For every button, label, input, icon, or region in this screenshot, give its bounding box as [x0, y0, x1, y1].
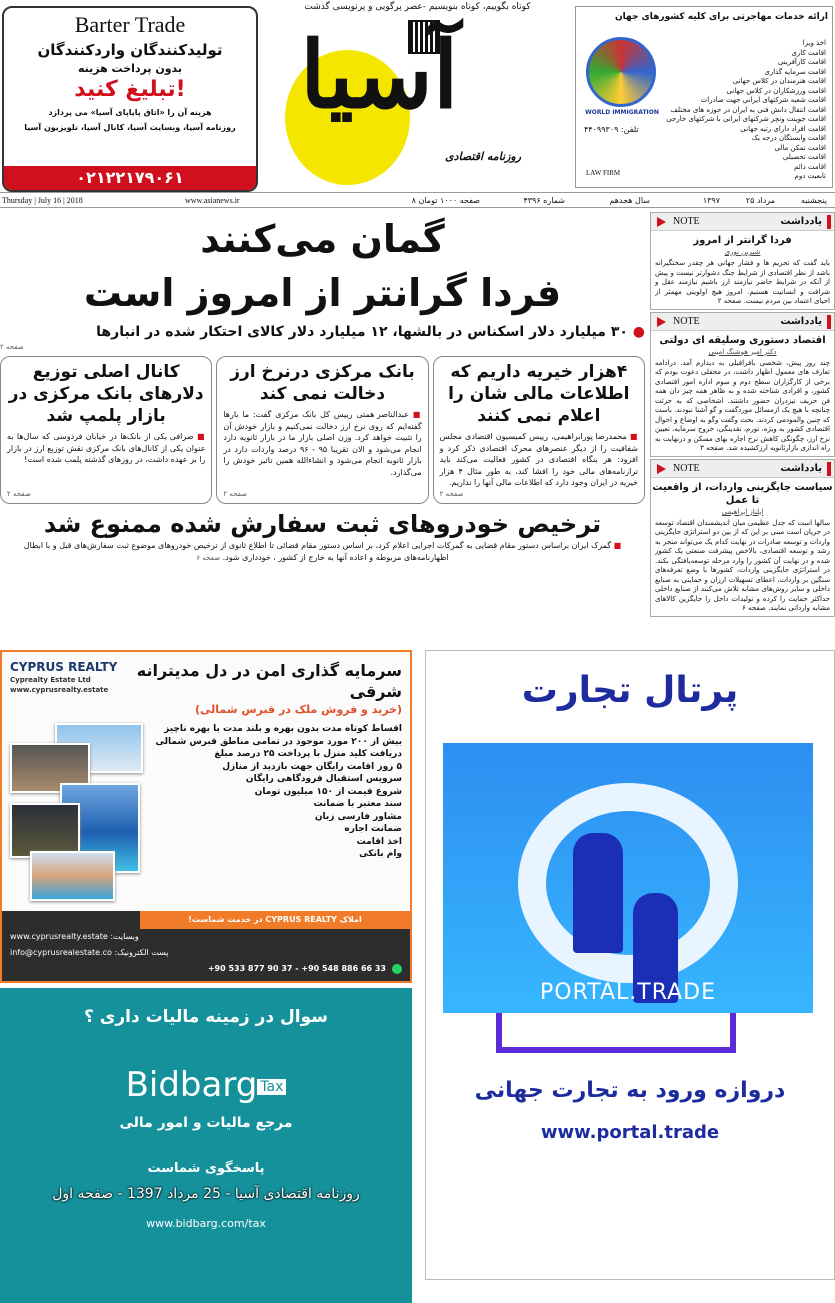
subheadline-text: ۳۰ میلیارد دلار اسکناس در بالشها، ۱۲ میلیارد دلار کالای احتکار شده در انبارها — [96, 324, 628, 340]
note-header — [651, 313, 834, 331]
list-item: مشاور فارسی زبان — [314, 811, 402, 822]
bullet-icon: ■ — [408, 410, 422, 419]
list-item: اقامت افراد دارای رتبه جهانی — [740, 124, 826, 133]
globe-logo-icon — [586, 37, 656, 107]
ad-website[interactable]: www.cyprusrealty.estate :وبسایت — [10, 932, 139, 941]
note-label-fa: یادداشت — [780, 315, 822, 327]
ad-title: سرمایه گذاری امن در دل مدیترانه شرقی — [136, 661, 402, 701]
bullet-icon: ■ — [193, 432, 206, 441]
immigration-ad[interactable] — [575, 6, 833, 188]
ad-title: پرتال تجارت — [521, 670, 739, 711]
ad-line: هزینه آن را «اتاق پایاپای آسیا» می پردازد — [48, 108, 212, 117]
tagline: کوتاه بگوییم، کوتاه بنویسیم -عصر پرگویی و پرنویسی گذشت — [304, 2, 531, 12]
lead-subheadline — [0, 322, 645, 342]
list-item: اقامت کارآفرینی — [777, 58, 826, 66]
page-ref: صفحه ۲ — [439, 489, 464, 498]
note-title: فردا گرانتر از امروز — [693, 235, 792, 246]
note-body: سالها است که جدل عظیمی میان اندیشمندان اقتصاد توسعه در جریان است مبنی بر این که از بین دو استراتژی جایگزینی واردات و توسعه صادرات در نهایت کدام یک می‌تواند منجر به رشد و توسعه اقتصادی، بالاخص پیشرفت صنعتی یک کشور شده و در نهایت آن کشور را وارد مرحله توسعه‌یافتگی بکند. در استراتژی جایگزینی واردات، کشورها با وضع تعرفه‌های سنگین بر واردات، اعطای تسهیلات ارزان و حمایتی به صنایع داخلی و سایر روش‌های مشابه تلاش می‌کنند از صنایع داخلی حداکثر حمایت را کرده و تولیدات داخل را جایگزین کالاهای مشابه وارداتی نمایند. — [655, 518, 830, 612]
ad-answer: پاسخگوی شماست — [147, 1160, 265, 1176]
list-item: اقامت جوینت ونچر شرکتهای ایرانی با شرکتهای خارجی — [666, 115, 826, 123]
note-body: چند روز پیش، شخصی بافرافیلی به دیدارم آمد. درادامه تعارف های معمول اظهار داشت، در محفلی دعوت بودم که برخی از کارگزاران سطح دوم و سوم اداره امور اقتصادی کشور، و افرادی شناخته شده و به ظاهر همه چیز دان همه فن حریف نیزدران حضور داشتند. اشخاصی که به جرئت چنانچه با هیچ یک ازمسائل موردگفت و گو آشنا نبودند. باست که چنین والمودمی کردند. بحث وگفت وگو به اوضاع و احوال اقتصادی کشور به ویژه، تورم، نقدینگی، خروج سرمایه، تعیین نرخ ارز، چگونگی کاهش نرخ اجاره بهای مسکن و درنهایت به راه اندازی بازارثانویه ارزکشیده شد. — [655, 358, 830, 452]
ring-graphic — [518, 783, 738, 983]
note-column[interactable] — [650, 312, 835, 457]
date: ۲۵ مرداد — [745, 196, 775, 205]
illustration-panel — [443, 743, 813, 1013]
feature-list — [153, 723, 402, 903]
story-headline: ۴هزار خیریه داریم که اطلاعات مالی شان را اعلام نمی کنند — [448, 362, 630, 426]
businessman-figure-icon — [573, 833, 623, 953]
page-ref: صفحه ۲ — [0, 343, 24, 351]
note-author: دکتر امیر هوشنگ امینی — [708, 347, 777, 356]
list-item: اقامت دائم — [794, 162, 826, 171]
ad-question: سوال در زمینه مالیات داری ؟ — [83, 1007, 329, 1027]
note-label-fa: یادداشت — [780, 462, 822, 474]
list-item: وام بانکی — [359, 849, 402, 859]
page-ref: صفحه ۲ — [7, 489, 31, 498]
note-column[interactable] — [650, 212, 835, 310]
whatsapp-icon — [392, 964, 402, 974]
list-item: اقامت انتقال دانش فنی به ایران در حوزه های مختلف — [670, 105, 826, 114]
note-header — [651, 460, 834, 478]
list-item: سند معتبر با ضمانت — [313, 799, 402, 809]
year: ۱۳۹۷ — [702, 196, 720, 205]
list-item: ضمانت اجاره — [344, 824, 402, 834]
headline-line: فردا گرانتر از امروز است — [83, 271, 562, 315]
ad-slogan: مرجع مالیات و امور مالی — [119, 1114, 293, 1131]
story-box[interactable] — [433, 356, 645, 504]
headline-line: گمان می‌کنند — [200, 217, 445, 261]
volume: سال هجدهم — [609, 196, 650, 205]
list-item: اخذ ویزا — [802, 39, 826, 47]
red-marker — [827, 215, 831, 229]
ad-email[interactable]: info@cyprusrealestate.co :پست الکترونیک — [10, 948, 169, 957]
law-firm-logo: LAW FIRM — [586, 169, 621, 177]
story-box[interactable] — [216, 356, 428, 504]
website-link[interactable]: www.asianews.ir — [185, 196, 240, 205]
ad-title: ارائه خدمات مهاجرتی برای کلیه کشورهای جهان — [614, 12, 828, 22]
photo-collage — [10, 723, 145, 903]
note-column[interactable] — [650, 459, 835, 617]
list-item: ۵ روز اقامت رایگان جهت بازدید از منازل — [222, 761, 402, 772]
story-box[interactable] — [0, 356, 212, 504]
photo-night — [10, 803, 80, 858]
note-label-en: NOTE — [673, 216, 700, 227]
story-headline: بانک مرکزی درنرخ ارز دخالت نمی کند — [230, 362, 415, 404]
story-body: محمدرضا پورابراهیمی، رییس کمیسیون اقتصادی مجلس شفافیت را از دیگر عنصرهای محرک اقتصادی ذکر کرد و افزود: هر بنگاه اقتصادی در کشور فعالیت می‌کند باید ترازنامه‌های مالی خود را افشا کند، به طور مثال ۴ هزار خیریه در ایران وجود دارد که اطلاعات مالی آنها را نداریم. — [439, 432, 639, 487]
story-row — [0, 356, 645, 504]
note-author: ایلناز ابراهیمی — [721, 507, 764, 516]
page-ref: صفحه ۶ — [196, 553, 221, 562]
list-item: اقامت سرمایه گذاری — [764, 67, 826, 76]
barter-trade-ad[interactable] — [2, 6, 258, 192]
newspaper-subtitle: روزنامه اقتصادی — [445, 150, 522, 163]
newspaper-logo: آسیا — [300, 21, 459, 129]
list-item: بیش از ۲۰۰ مورد موجود در تمامی مناطق قبرس شمالی — [155, 736, 402, 747]
list-item: اقامت کاری — [791, 48, 826, 57]
page-ref: صفحه ۲ — [223, 489, 248, 498]
story-body: عبدالناصر همتی رییس کل بانک مرکزی گفت: ما بارها گفته‌ایم که روی نرخ ارز دخالت نمی‌کنیم و بازار خودش آن را تثبیت خواهد کرد. وزن اصلی بازار ما در بازار ثانویه دارد انجام می‌شود و الان تقریبا ۹۵ - ۹۶ درصد واردات دارد در بازار ثانویه انجام می‌شود و انشاءالله همین تاثیر خودش را می‌گذارد. — [223, 410, 422, 477]
portal-trade-ad[interactable] — [425, 650, 835, 1280]
second-story-body — [0, 540, 645, 564]
ad-slogan: املاک CYPRUS REALTY در خدمت شماست! — [140, 911, 410, 929]
brand-name: PORTAL.TRADE — [539, 980, 717, 1005]
date-bar — [0, 192, 835, 208]
list-item: دریافت کلید منزل با پرداخت ۲۵ درصد مبلغ — [214, 749, 402, 759]
list-item: اقساط کوتاه مدت بدون بهره و بلند مدت با بهره ناچیز — [164, 724, 402, 734]
cyprus-logo — [10, 660, 120, 717]
note-body: باید گفت که تحریم ها و فشار جهانی هر چقدر سختگیرانه باشد از نظر اقتصادی از شرایط جنگ دشوارتر نیست و پیش از آنکه در شرایط حاضر نیازمند ارز باشیم نیازمند عقل و شرافت و انسانیت هستیم. امروز هیچ اولویتی مهمتر از احیای اعتماد بین مردم نیست. — [655, 259, 830, 305]
second-headline[interactable]: ترخیص خودروهای ثبت سفارش شده ممنوع شد — [43, 509, 602, 538]
ad-subtitle: (خرید و فروش ملک در قبرس شمالی) — [194, 703, 402, 716]
bidbarg-logo — [126, 1064, 287, 1108]
list-item: سرویس استقبال فرودگاهی رایگان — [245, 774, 402, 784]
list-item: اقامت تمکن مالی — [774, 143, 826, 152]
notes-column — [650, 212, 835, 617]
photo-resort — [30, 851, 115, 901]
brand-sub: Cyprealty Estate Ltd — [10, 676, 91, 684]
ad-footer — [2, 911, 410, 981]
list-item: اخذ اقامت — [356, 836, 402, 847]
ad-phones: +90 533 877 90 37 - +90 548 886 66 33 — [207, 964, 386, 973]
list-item: شروع قیمت از ۱۵۰ میلیون تومان — [254, 786, 402, 797]
bidbarg-ad[interactable] — [0, 988, 412, 1303]
page-ref: صفحه ۶ — [742, 604, 766, 612]
bullet-icon: ■ — [611, 540, 622, 550]
ad-phone: ۰۲۱۲۲۱۷۹۰۶۱ — [4, 166, 256, 190]
note-header — [651, 213, 834, 231]
image-caption: روزنامه اقتصادی آسیا - 25 مرداد 1397 - صفحه اول — [52, 1185, 360, 1202]
ad-line: تولیدکنندگان واردکنندگان — [37, 41, 223, 59]
play-triangle-icon — [657, 317, 666, 327]
page-ref: صفحه ۳ — [700, 444, 724, 452]
cyprus-realty-ad[interactable] — [0, 650, 412, 983]
ad-title: Barter Trade — [74, 12, 186, 37]
speech-bracket — [496, 1013, 736, 1053]
story-headline: کانال اصلی توزیع دلارهای بانک مرکزی در بازار پلمپ شد — [8, 362, 204, 426]
ad-line: بدون پرداخت هزینه — [77, 62, 183, 75]
note-author: شیرین نوری — [724, 248, 761, 256]
play-triangle-icon — [657, 217, 666, 227]
pages-price: ۸ صفحه ۱۰۰۰ تومان — [411, 196, 480, 205]
main-news-column — [0, 212, 645, 564]
red-marker — [827, 315, 831, 329]
english-date: Thursday | July 16 | 2018 — [2, 196, 83, 205]
ad-callout: تبلیغ کنید! — [74, 77, 186, 102]
story-body: گمرک ایران براساس دستور مقام قضایی به گمرکات اجرایی اعلام کرد، بر اساس دستور مقام قضائی تا اطلاع ثانوی از ترخیص خودروهای موضوع ثبت سفارش‌های قبل و با ابطال اظهارنامه‌های مربوطه و اعاده آنها به خارج از کشور ، خودداری شود. — [23, 540, 612, 562]
masthead — [260, 0, 575, 190]
bullet-icon: ■ — [626, 432, 638, 441]
note-label-fa: یادداشت — [780, 216, 822, 227]
list-item: اقامت شعبه شرکتهای ایرانی جهت صادرات — [700, 96, 826, 104]
list-item: اقامت ورزشکاران در کلاس جهانی — [726, 86, 826, 95]
list-item: اقامت تحصیلی — [782, 153, 826, 161]
ad-url[interactable]: www.portal.trade — [540, 1122, 720, 1143]
ad-line: روزنامه آسیا، وبسایت آسیا، کانال آسیا، تلویزیون آسیا — [24, 123, 236, 132]
note-title: سیاست جایگزینی واردات، از واقعیت تا عمل — [652, 481, 833, 506]
globe-text: WORLD IMMIGRATION — [585, 109, 659, 116]
bullet-icon: ● — [627, 324, 645, 340]
note-label-en: NOTE — [673, 315, 700, 327]
list-item: تابعیت دوم — [794, 172, 826, 180]
red-marker — [827, 462, 831, 476]
brand-url: www.cyprusrealty.estate — [10, 686, 109, 694]
logo-tag: Tax — [257, 1079, 286, 1095]
page-ref: صفحه ۲ — [717, 297, 742, 305]
list-item: اقامت هنرمندان در کلاس جهانی — [732, 77, 826, 85]
note-label-en: NOTE — [673, 462, 700, 474]
story-body: صرافی یکی از بانک‌ها در خیابان فردوسی که سال‌ها به عنوان یکی از کانال‌های بانک مرکزی نقش توزیع ارز در بازار را بر عهده داشت، در روزهای گذشته پلمب شده است! — [7, 432, 206, 464]
issue-number: شماره ۴۳۹۶ — [523, 196, 565, 205]
logo-text: Bidbarg — [125, 1065, 258, 1105]
lead-headline[interactable] — [0, 212, 645, 320]
ad-phone: تلفن: ۴۴۰۹۹۳۰۹ — [584, 125, 639, 134]
play-triangle-icon — [657, 464, 666, 474]
service-list — [666, 39, 826, 182]
note-title: اقتصاد دستوری وسلیقه ای دولتی — [659, 334, 826, 346]
brand-name: CYPRUS REALTY — [10, 660, 118, 674]
ad-url[interactable]: www.bidbarg.com/tax — [146, 1216, 266, 1230]
ad-slogan: دروازه ورود به تجارت جهانی — [474, 1078, 786, 1103]
list-item: اقامت وابستگان درجه یک — [751, 134, 826, 142]
weekday: پنجشنبه — [800, 196, 827, 205]
